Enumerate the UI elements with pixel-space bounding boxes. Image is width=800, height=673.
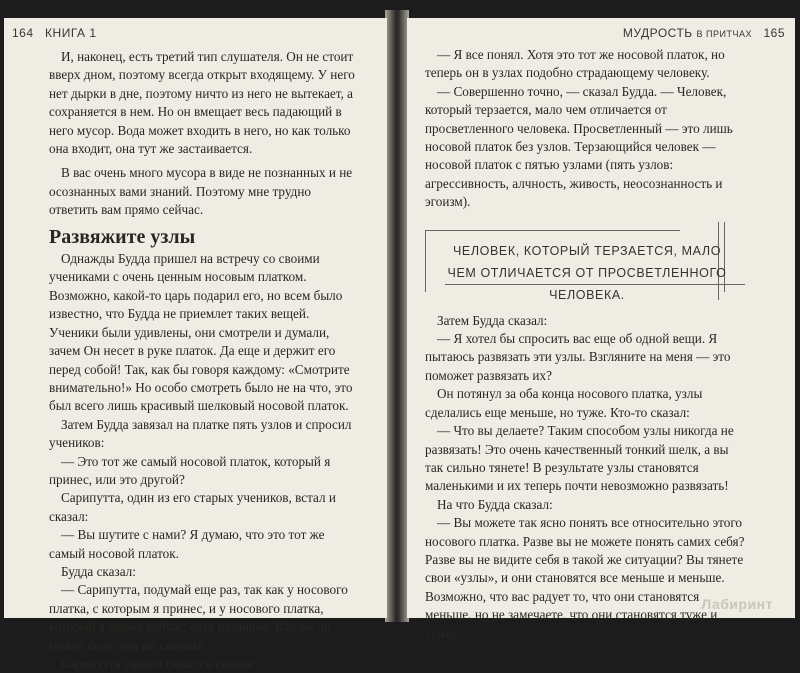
left-running-head xyxy=(12,26,97,40)
section-title: Развяжите узлы xyxy=(49,225,196,248)
right-running-title: МУДРОСТЬ xyxy=(622,26,693,40)
quote-rule-top xyxy=(425,230,680,231)
paragraph: — Сарипутта, подумай еще раз, так как у носового платка, с которым я принес, и у носового платка, который я держу сейчас, есть различие. Как же он может быть тем же самым? xyxy=(49,582,348,653)
pull-quote-text: ЧЕЛОВЕК, КОТОРЫЙ ТЕРЗАЕТСЯ, МАЛО ЧЕМ ОТЛИЧАЕТСЯ ОТ ПРОСВЕТЛЕННОГО ЧЕЛОВЕКА. xyxy=(447,243,727,302)
watermark-logo: Лабиринт xyxy=(701,596,773,612)
left-page-number: 164 xyxy=(12,26,34,40)
book-gutter xyxy=(385,10,409,622)
right-page xyxy=(407,18,795,641)
paragraph: — Что вы делаете? Таким способом узлы никогда не развязать! Это очень качественный тонкий шелк, а вы так сильно тянете! В результате узлы становятся маленькими и их теперь почти невозможно развязать! xyxy=(425,423,734,494)
paragraph: Затем Будда сказал: xyxy=(437,312,548,328)
paragraph: — Я хотел бы спросить вас еще об одной вещи. Я пытаюсь развязать эти узлы. Взгляните на меня — это поможет развязать их? xyxy=(425,331,731,383)
paragraph: Он потянул за оба конца носового платка, узлы сделались еще меньше, но туже. Кто-то сказал: xyxy=(425,386,703,420)
paragraph: Затем Будда завязал на платке пять узлов и спросил учеников: xyxy=(49,416,352,451)
paragraph: — Это тот же самый носовой платок, который я принес, или это другой? xyxy=(49,453,331,487)
left-body-text xyxy=(49,48,361,673)
right-running-subtitle: В ПРИТЧАХ xyxy=(696,29,752,39)
right-running-head xyxy=(623,26,785,40)
paragraph: Будда сказал: xyxy=(61,563,136,579)
paragraph: И, наконец, есть третий тип слушателя. Он не стоит вверх дном, поэтому всегда открыт входящему. У него нет дырки в дне, поэтому ничто из него не вытекает, а сохраняется в нем. Но он вмещает весь падающий в него мусор. Вода может входить в него, но как только она входит, она тут же застаивается. xyxy=(49,49,355,157)
paragraph: — Вы можете так ясно понять все относительно этого носового платка. Разве вы не можете понять самих себя? Разве вы не видите себя в такой же ситуации? Вы тянете свои «узлы», и они становятся все меньше и меньше. Возможно, что вас радует то, что они становятся меньше, но не замечаете, что они становятся туже и туже? xyxy=(425,515,745,641)
paragraph: — Вы шутите с нами? Я думаю, что это тот же самый носовой платок. xyxy=(49,527,325,561)
quote-rule-left xyxy=(425,230,426,292)
paragraph: В вас очень много мусора в виде не познанных и не осознанных вами знаний. Поэтому мне трудно ответить вам прямо сейчас. xyxy=(49,165,353,218)
left-page xyxy=(4,18,387,671)
paragraph: Сарипутта увидел смысл и сказал: xyxy=(61,656,255,671)
paragraph: — Я все понял. Хотя это тот же носовой платок, но теперь он в узлах подобно страдающему человеку. xyxy=(425,47,725,81)
paragraph: На что Будда сказал: xyxy=(437,496,553,512)
paragraph: — Совершенно точно, — сказал Будда. — Человек, который терзается, мало чем отличается от просветленного человека. Просветленный — это лишь носовой платок без узлов. Терзающийся человек — носовой платок с пятью узлами (пять узлов: агрессивность, алчность, живость, неосознанность и эгоизм). xyxy=(425,83,733,210)
right-body-text xyxy=(425,46,745,643)
pull-quote xyxy=(425,222,745,300)
left-running-title: КНИГА 1 xyxy=(45,26,97,40)
paragraph: Однажды Будда пришел на встречу со своими учениками с очень ценным носовым платком. Возможно, какой-то царь подарил его, но всем было известно, что Будда не приемлет таких вещей. Ученики были удивлены, они смотрели и думали, зачем Он несет в руке платок. Да еще и держит его перед собой! Так, как бы говоря каждому: «Смотрите внимательно!» Но особо смотреть было не на что, это был всего лишь красивый шелковый носовой платок. xyxy=(49,251,353,414)
paragraph: Сарипутта, один из его старых учеников, встал и сказал: xyxy=(49,490,336,524)
right-page-number: 165 xyxy=(763,26,785,40)
